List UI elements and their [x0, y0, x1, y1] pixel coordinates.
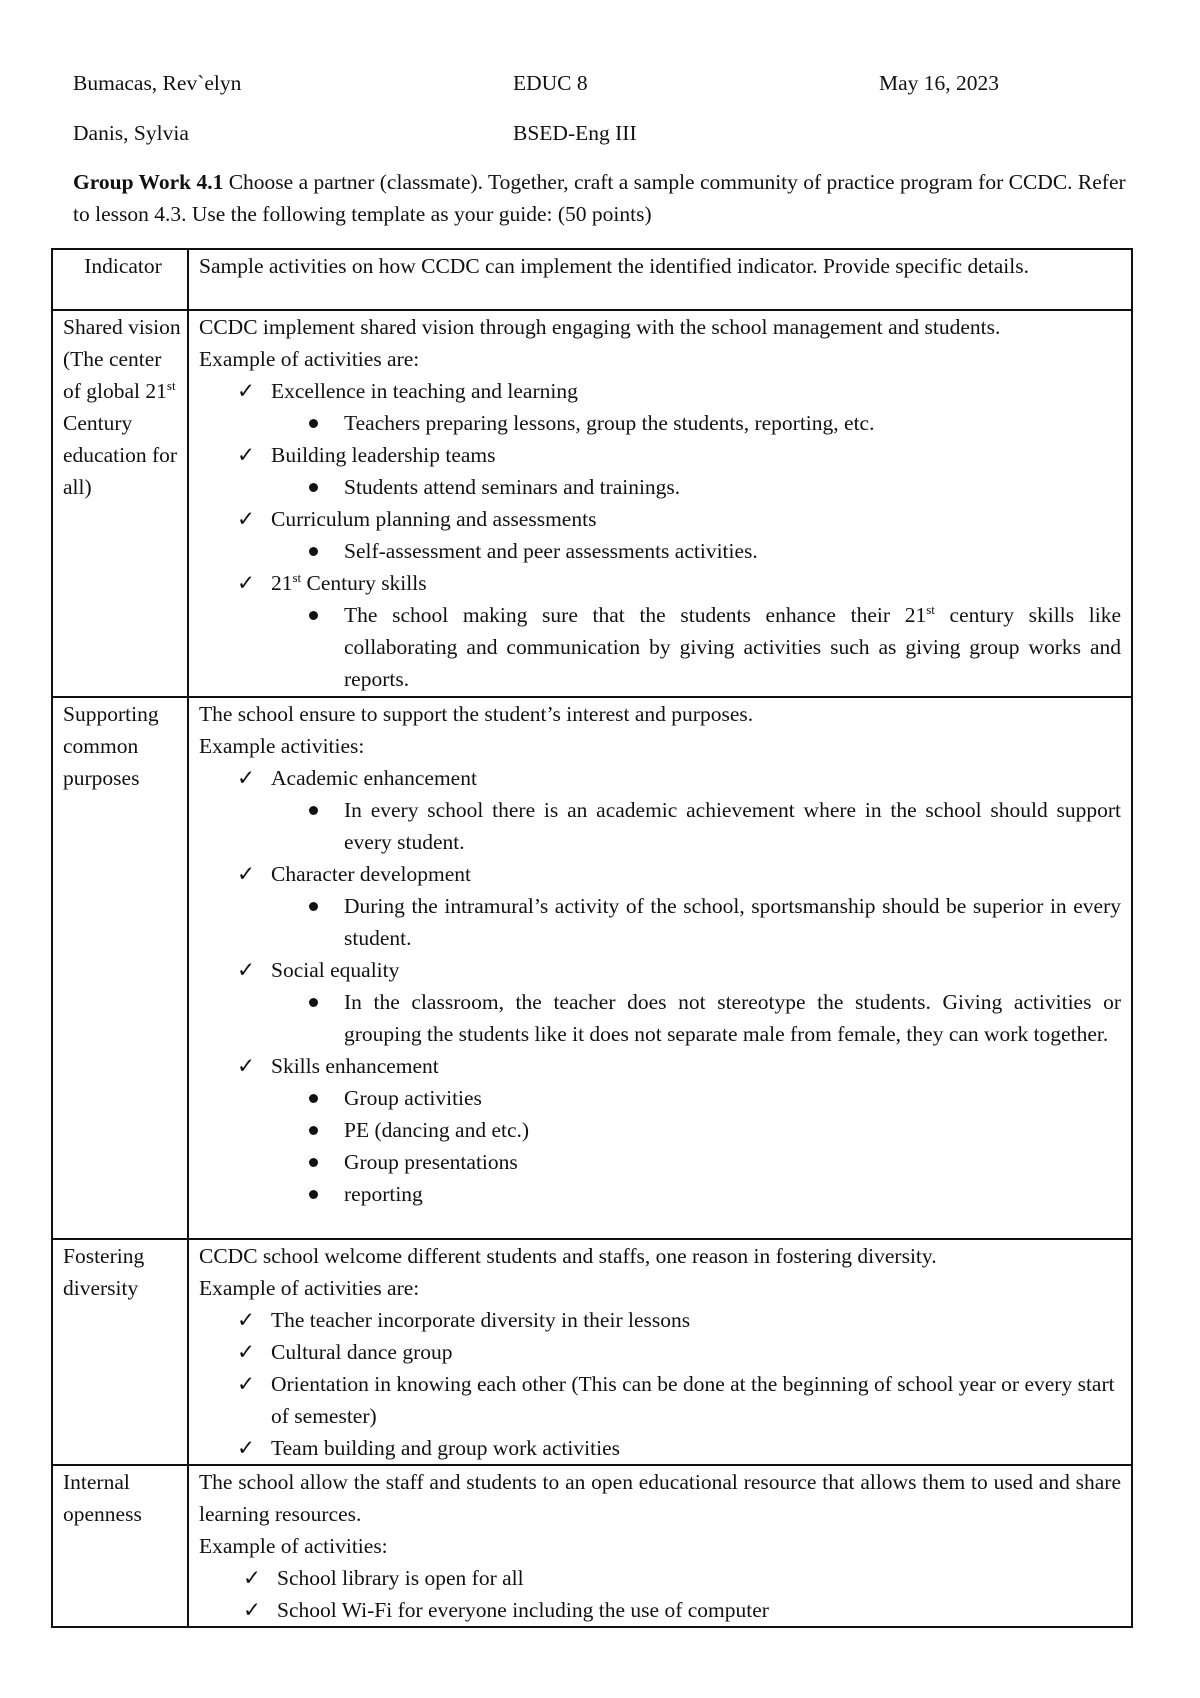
lead-text: The school allow the staff and students to an open educational resource that allows them to used and share learning resources. — [199, 1470, 1121, 1526]
list-item: In every school there is an academic achievement where in the school should support every student. — [199, 794, 1121, 858]
bullet-icon — [309, 611, 318, 620]
list-item: ✓ Excellence in teaching and learning — [199, 375, 1121, 407]
list-item: PE (dancing and etc.) — [199, 1114, 1121, 1146]
lead-text: CCDC school welcome different students and staffs, one reason in fostering diversity. — [199, 1244, 937, 1268]
list-item: Group presentations — [199, 1146, 1121, 1178]
instructions-title: Group Work 4.1 — [73, 170, 224, 194]
instructions-text: Choose a partner (classmate). Together, craft a sample community of practice program for CCDC. Refer to lesson 4.3. Use the following template as your guide: (50 points) — [73, 170, 1126, 226]
header-row-2 — [73, 121, 1133, 153]
check-icon: ✓ — [237, 443, 256, 467]
check-icon: ✓ — [237, 507, 256, 531]
list-item: ✓ School library is open for all — [199, 1562, 1121, 1594]
check-icon: ✓ — [237, 1308, 256, 1332]
list-item: ✓ The teacher incorporate diversity in their lessons — [199, 1304, 1121, 1336]
activities-cell — [188, 1465, 1132, 1627]
list-item: In the classroom, the teacher does not stereotype the students. Giving activities or grouping the students like it does not separate male from female, they can work together. — [199, 986, 1121, 1050]
list-item: Self-assessment and peer assessments activities. — [199, 535, 1121, 567]
list-item: ✓ Building leadership teams — [199, 439, 1121, 471]
example-label: Example activities: — [199, 734, 365, 758]
list-item: The school making sure that the students enhance their 21st century skills like collaborating and communication by giving activities such as giving group works and reports. — [199, 599, 1121, 695]
header-indicator: Indicator — [52, 249, 188, 310]
table-row — [52, 1465, 1132, 1627]
check-icon: ✓ — [237, 958, 256, 982]
lead-text: CCDC implement shared vision through engaging with the school management and students. — [199, 315, 1001, 339]
check-icon: ✓ — [237, 862, 256, 886]
list-item: Students attend seminars and trainings. — [199, 471, 1121, 503]
bullet-icon — [309, 1126, 318, 1135]
table-header-row — [52, 249, 1132, 310]
bullet-icon — [309, 419, 318, 428]
check-icon: ✓ — [237, 1436, 256, 1460]
check-icon: ✓ — [237, 766, 256, 790]
indicator-cell: Shared vision (The center of global 21st Century education for all) — [52, 310, 188, 697]
header-row-1 — [73, 71, 1133, 103]
list-item: Teachers preparing lessons, group the students, reporting, etc. — [199, 407, 1121, 439]
activities-cell — [188, 310, 1132, 697]
table-row — [52, 697, 1132, 1239]
indicator-cell: Supporting common purposes — [52, 697, 188, 1239]
list-item: ✓ Character development — [199, 858, 1121, 890]
header-activities: Sample activities on how CCDC can implement the identified indicator. Provide specific details. — [188, 249, 1132, 310]
check-icon: ✓ — [237, 1054, 256, 1078]
list-item: ✓ Orientation in knowing each other (This can be done at the beginning of school year or every start of semester) — [199, 1368, 1121, 1432]
instructions — [73, 166, 1135, 230]
bullet-icon — [309, 1158, 318, 1167]
table-row — [52, 310, 1132, 697]
bullet-icon — [309, 902, 318, 911]
activities-cell — [188, 1239, 1132, 1465]
check-icon: ✓ — [237, 571, 256, 595]
indicator-cell: Internal openness — [52, 1465, 188, 1627]
check-icon: ✓ — [237, 1372, 256, 1396]
list-item: Group activities — [199, 1082, 1121, 1114]
program: BSED-Eng III — [513, 121, 637, 145]
student-name-1: Bumacas, Rev`elyn — [73, 71, 242, 95]
list-item: ✓ Academic enhancement — [199, 762, 1121, 794]
lead-text: The school ensure to support the student’s interest and purposes. — [199, 702, 754, 726]
bullet-icon — [309, 806, 318, 815]
course-code: EDUC 8 — [513, 71, 588, 95]
list-item: ✓ School Wi-Fi for everyone including the use of computer — [199, 1594, 1121, 1626]
student-name-2: Danis, Sylvia — [73, 121, 189, 145]
list-item: ✓ Skills enhancement — [199, 1050, 1121, 1082]
indicator-cell: Fostering diversity — [52, 1239, 188, 1465]
example-label: Example of activities are: — [199, 1276, 420, 1300]
date: May 16, 2023 — [879, 71, 1000, 95]
bullet-icon — [309, 483, 318, 492]
check-icon: ✓ — [237, 379, 256, 403]
list-item: During the intramural’s activity of the school, sportsmanship should be superior in every student. — [199, 890, 1121, 954]
example-label: Example of activities are: — [199, 347, 420, 371]
example-label: Example of activities: — [199, 1534, 388, 1558]
list-item: ✓ Curriculum planning and assessments — [199, 503, 1121, 535]
bullet-icon — [309, 998, 318, 1007]
bullet-icon — [309, 1190, 318, 1199]
check-icon: ✓ — [243, 1566, 262, 1590]
check-icon: ✓ — [243, 1598, 262, 1622]
list-item: ✓ Team building and group work activities — [199, 1432, 1121, 1464]
cop-template-table — [51, 248, 1133, 1628]
table-row — [52, 1239, 1132, 1465]
list-item: ✓ Cultural dance group — [199, 1336, 1121, 1368]
bullet-icon — [309, 547, 318, 556]
list-item: ✓ Social equality — [199, 954, 1121, 986]
list-item: reporting — [199, 1178, 1121, 1210]
activities-cell — [188, 697, 1132, 1239]
check-icon: ✓ — [237, 1340, 256, 1364]
list-item: ✓ 21st Century skills — [199, 567, 1121, 599]
bullet-icon — [309, 1094, 318, 1103]
